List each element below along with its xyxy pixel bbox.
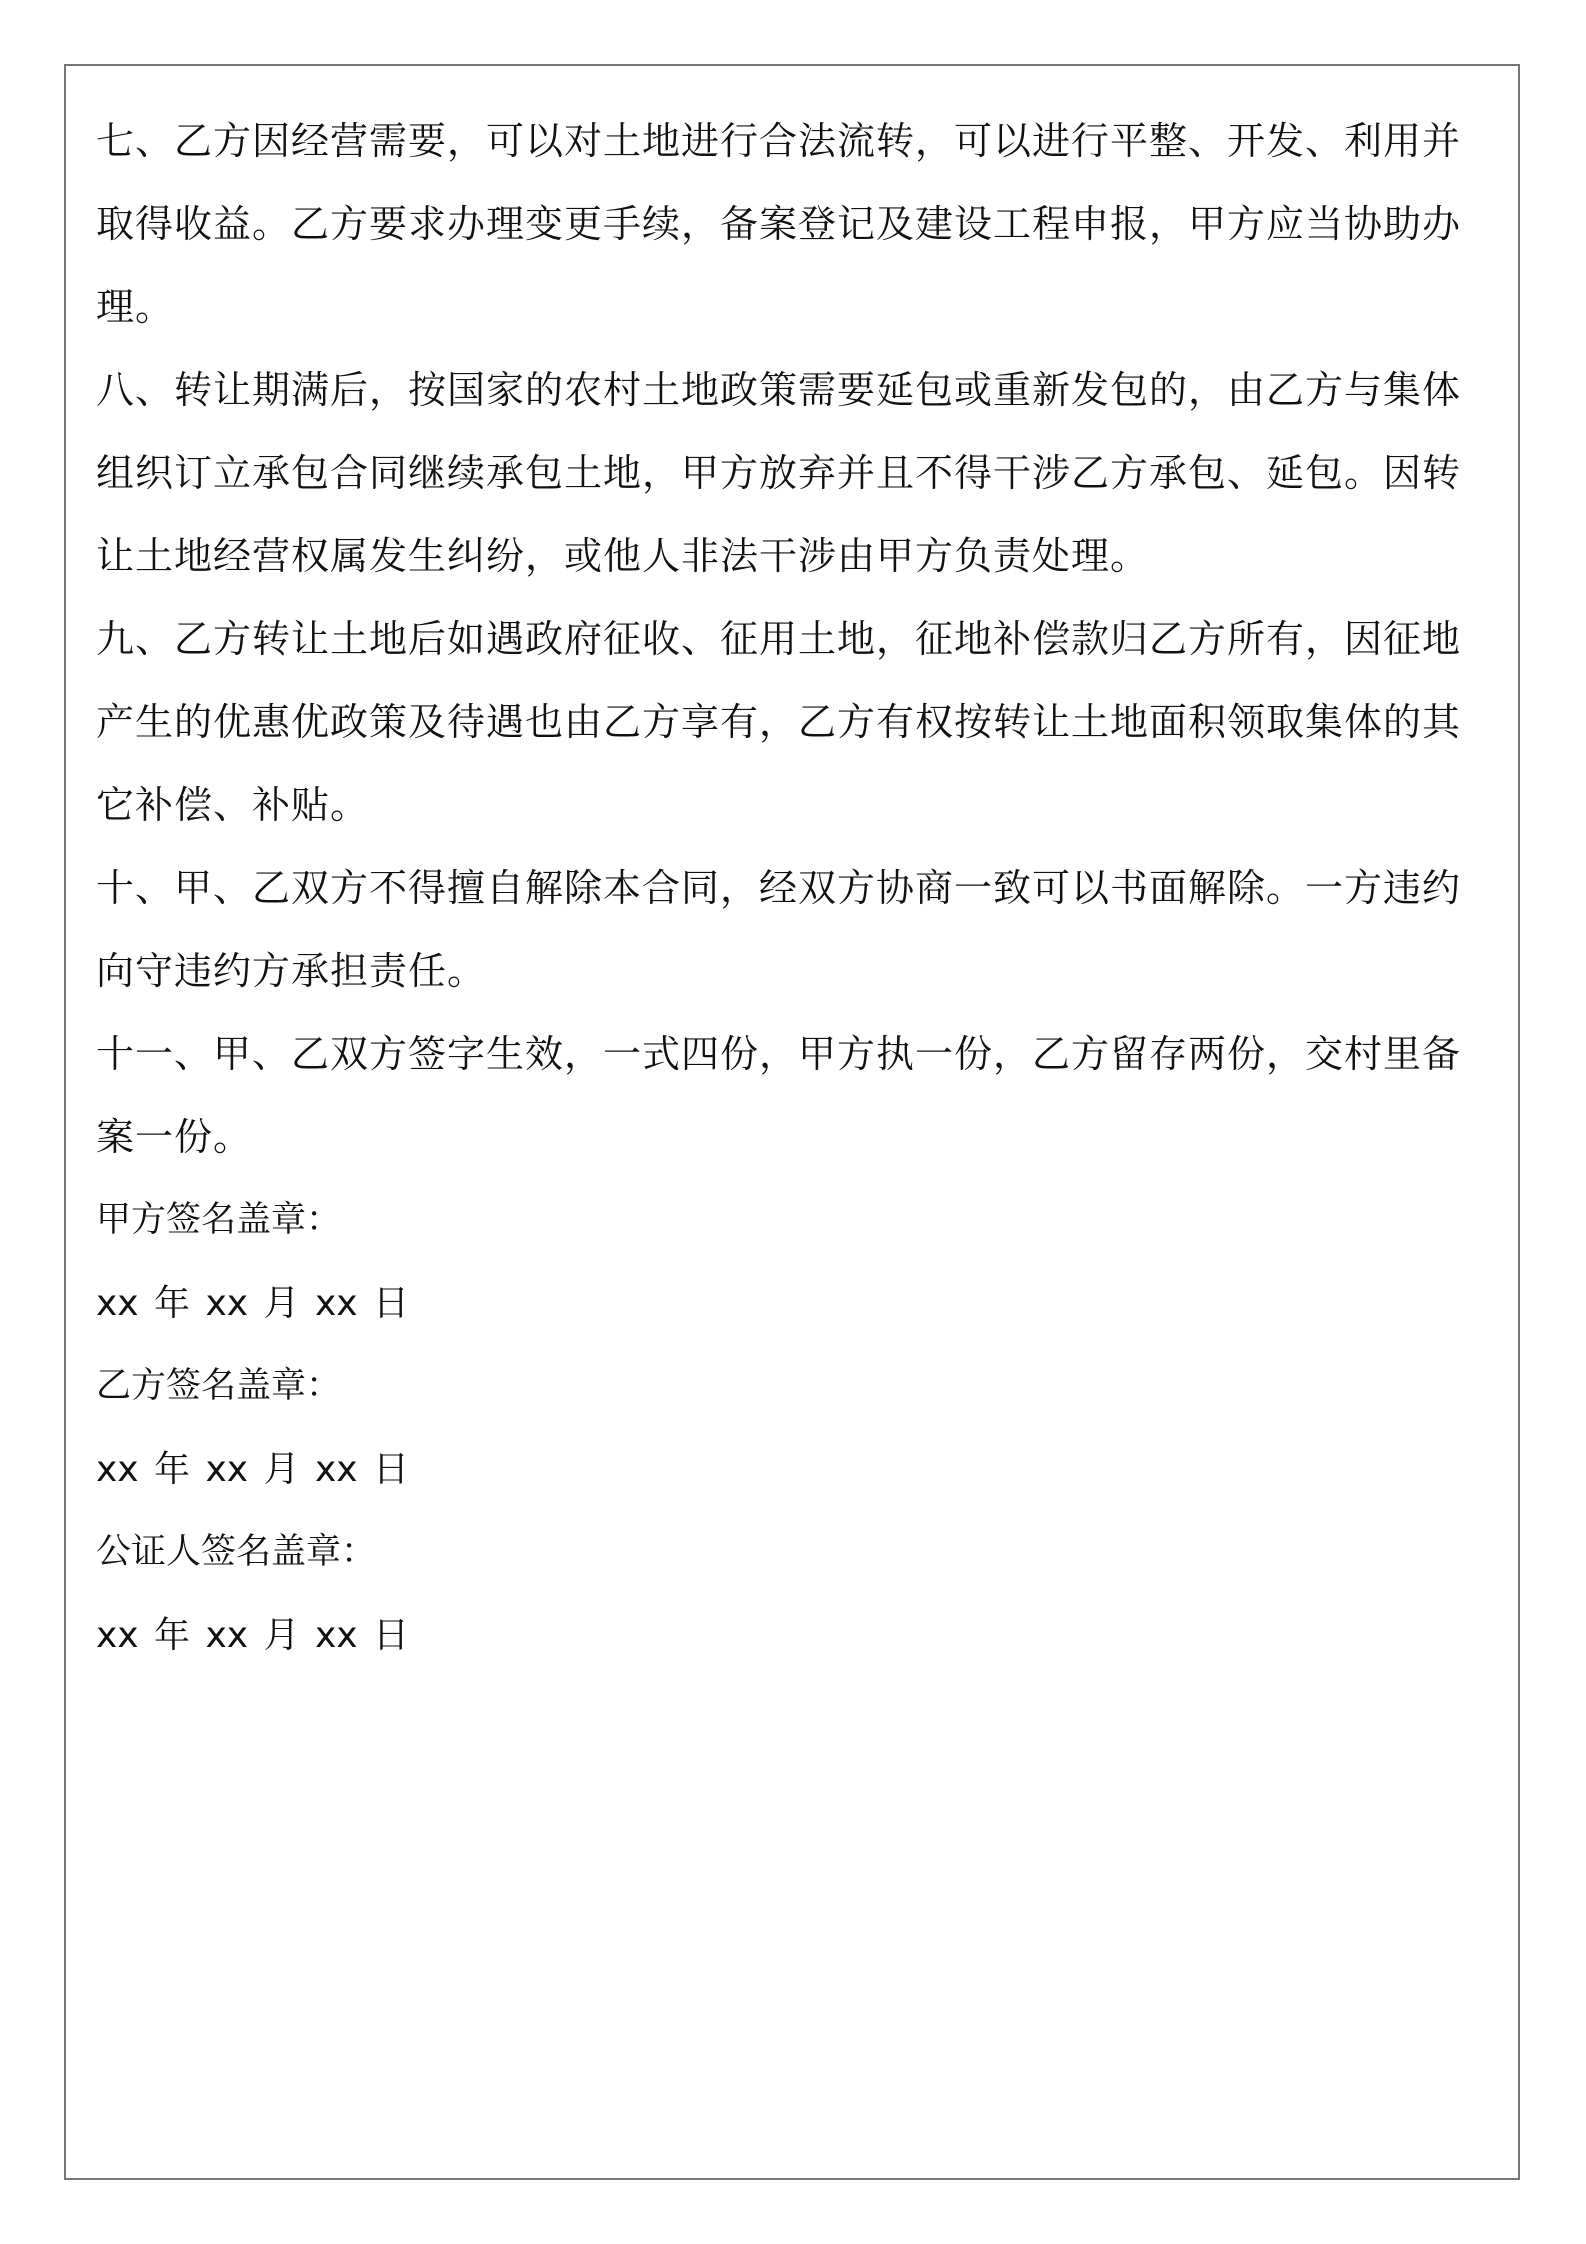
clause-9: 九、乙方转让土地后如遇政府征收、征用土地，征地补偿款归乙方所有，因征地产生的优惠优政策及待遇也由乙方享有，乙方有权按转让土地面积领取集体的其它补偿、补贴。 [96, 617, 1462, 827]
clause-10: 十、甲、乙双方不得擅自解除本合同，经双方协商一致可以书面解除。一方违约向守违约方承担责任。 [96, 866, 1462, 993]
party-b-signature-date: xx 年 xx 月 xx 日 [96, 1449, 410, 1490]
contract-body [96, 100, 1496, 1677]
clause-8: 八、转让期满后，按国家的农村土地政策需要延包或重新发包的，由乙方与集体组织订立承包合同继续承包土地，甲方放弃并且不得干涉乙方承包、延包。因转让土地经营权属发生纠纷，或他人非法干涉由甲方负责处理。 [96, 368, 1462, 578]
party-a-signature-date: xx 年 xx 月 xx 日 [96, 1283, 410, 1324]
clause-7: 七、乙方因经营需要，可以对土地进行合法流转，可以进行平整、开发、利用并取得收益。乙方要求办理变更手续，备案登记及建设工程申报，甲方应当协助办理。 [96, 119, 1462, 329]
party-a-signature-label: 甲方签名盖章： [96, 1200, 342, 1240]
party-a-signature-block [96, 1179, 1496, 1345]
party-b-signature-label: 乙方签名盖章： [96, 1366, 342, 1406]
party-b-signature-block [96, 1345, 1496, 1511]
notary-signature-date: xx 年 xx 月 xx 日 [96, 1615, 410, 1656]
notary-signature-label: 公证人签名盖章： [96, 1532, 377, 1572]
notary-signature-block [96, 1511, 1496, 1677]
clause-11: 十一、甲、乙双方签字生效，一式四份，甲方执一份，乙方留存两份，交村里备案一份。 [96, 1032, 1462, 1159]
